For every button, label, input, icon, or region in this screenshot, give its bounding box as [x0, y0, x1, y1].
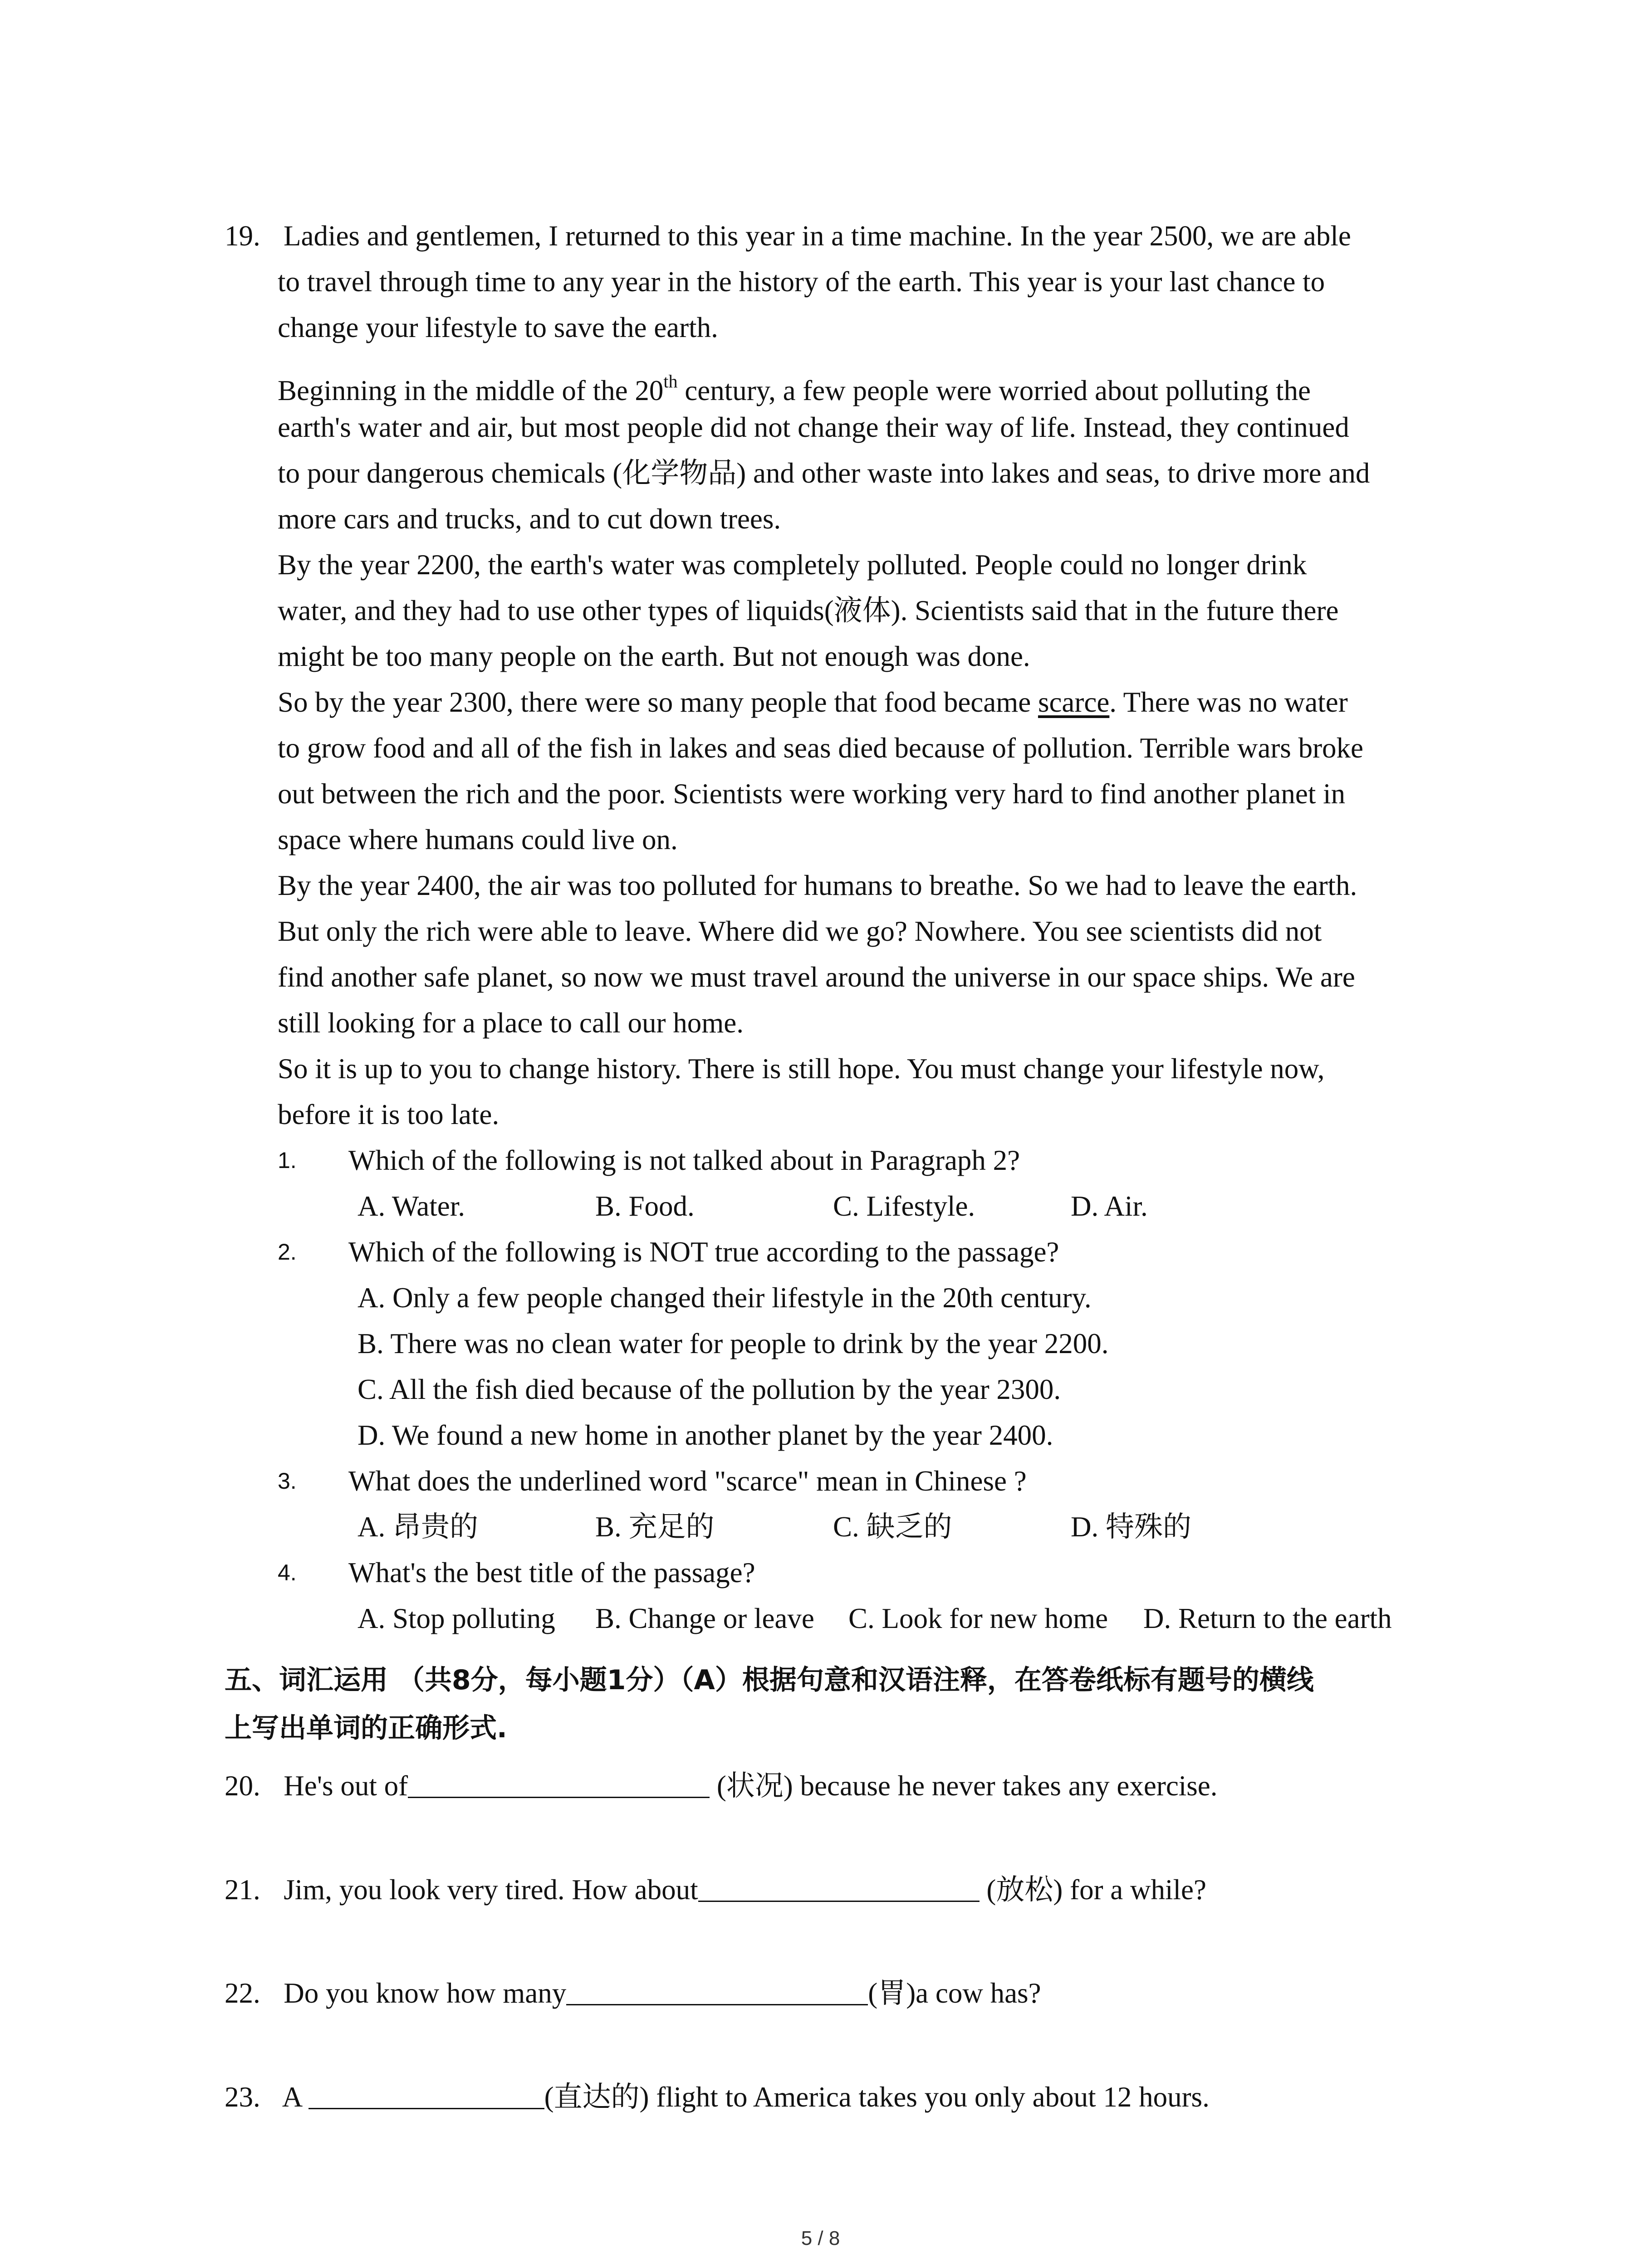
passage-line: still looking for a place to call our home.: [278, 1007, 744, 1039]
fill-question: 23. A (直达的) flight to America takes you only about 12 hours.: [225, 2081, 1210, 2113]
superscript: th: [663, 371, 678, 391]
page-number: 5 / 8: [801, 2227, 840, 2249]
fill-question: 20. He's out of (状况) because he never takes any exercise.: [225, 1770, 1218, 1802]
option-b: B. Change or leave: [595, 1603, 814, 1634]
option-a: A. Water.: [358, 1190, 465, 1222]
underlined-word: scarce: [1038, 686, 1110, 718]
option-a: A. Only a few people changed their lifestyle in the 20th century.: [358, 1282, 1092, 1314]
section-heading: 五、词汇运用 （共8分，每小题1分）（A）根据句意和汉语注释，在答卷纸标有题号的横线: [225, 1664, 1314, 1696]
option-d: D. Air.: [1071, 1190, 1148, 1222]
option-c: C. All the fish died because of the pollution by the year 2300.: [358, 1374, 1061, 1405]
answer-blank[interactable]: [698, 1874, 980, 1902]
passage-line: might be too many people on the earth. But not enough was done.: [278, 640, 1030, 672]
option-a: A. 昂贵的: [358, 1511, 478, 1543]
passage-line: to grow food and all of the fish in lakes and seas died because of pollution. Terrible wars broke: [278, 732, 1364, 764]
passage-line: By the year 2400, the air was too polluted for humans to breathe. So we had to leave the earth.: [278, 870, 1357, 901]
option-b: B. Food.: [595, 1190, 695, 1222]
passage-line: out between the rich and the poor. Scientists were working very hard to find another planet in: [278, 778, 1346, 810]
subquestion-text: Which of the following is NOT true according to the passage?: [348, 1236, 1059, 1268]
passage-line: to travel through time to any year in the history of the earth. This year is your last chance to: [278, 266, 1325, 298]
question-number: 20.: [225, 1770, 260, 1802]
option-a: A. Stop polluting: [358, 1603, 555, 1634]
passage-line: By the year 2200, the earth's water was completely polluted. People could no longer drink: [278, 549, 1307, 581]
passage-line: Beginning in the middle of the 20th century, a few people were worried about polluting the: [278, 371, 1311, 406]
subquestion-number: 2.: [278, 1239, 297, 1265]
subquestion-number: 3.: [278, 1468, 297, 1494]
option-c: C. Look for new home: [848, 1603, 1108, 1634]
question-number: 21.: [225, 1874, 260, 1906]
answer-blank[interactable]: [309, 2082, 544, 2109]
passage-line: water, and they had to use other types of liquids(液体). Scientists said that in the future there: [278, 595, 1339, 626]
option-d: D. We found a new home in another planet by the year 2400.: [358, 1419, 1053, 1451]
question-number: 22.: [225, 1977, 260, 2009]
passage-line: So by the year 2300, there were so many people that food became scarce. There was no water: [278, 686, 1348, 718]
subquestion-number: 1.: [278, 1148, 297, 1173]
fill-question: 22. Do you know how many (胃)a cow has?: [225, 1977, 1041, 2009]
passage-line: more cars and trucks, and to cut down trees.: [278, 503, 781, 535]
question-number: 19.: [225, 220, 260, 252]
option-d: D. Return to the earth: [1143, 1603, 1392, 1634]
fill-question: 21. Jim, you look very tired. How about (放松) for a while?: [225, 1874, 1206, 1906]
subquestion-text: Which of the following is not talked about in Paragraph 2?: [348, 1144, 1020, 1176]
passage-line: space where humans could live on.: [278, 824, 678, 855]
option-b: B. There was no clean water for people to drink by the year 2200.: [358, 1328, 1109, 1359]
passage-line: So it is up to you to change history. There is still hope. You must change your lifestyle now,: [278, 1053, 1325, 1085]
passage-line: earth's water and air, but most people did not change their way of life. Instead, they continued: [278, 411, 1349, 443]
option-d: D. 特殊的: [1071, 1511, 1191, 1543]
passage-line: change your lifestyle to save the earth.: [278, 312, 718, 343]
option-c: C. 缺乏的: [833, 1511, 952, 1543]
question-number: 23.: [225, 2081, 260, 2113]
section-heading: 上写出单词的正确形式.: [225, 1712, 507, 1744]
subquestion-text: What does the underlined word "scarce" mean in Chinese ?: [348, 1465, 1027, 1497]
passage-line: find another safe planet, so now we must travel around the universe in our space ships. We are: [278, 961, 1355, 993]
answer-blank[interactable]: [408, 1770, 710, 1798]
option-b: B. 充足的: [595, 1511, 715, 1543]
passage-line: Ladies and gentlemen, I returned to this year in a time machine. In the year 2500, we are able: [284, 220, 1351, 252]
passage-line: But only the rich were able to leave. Where did we go? Nowhere. You see scientists did not: [278, 915, 1322, 947]
answer-blank[interactable]: [566, 1978, 868, 2005]
subquestion-number: 4.: [278, 1560, 297, 1585]
passage-line: before it is too late.: [278, 1099, 500, 1130]
passage-line: to pour dangerous chemicals (化学物品) and other waste into lakes and seas, to drive more and: [278, 457, 1370, 489]
subquestion-text: What's the best title of the passage?: [348, 1557, 755, 1589]
option-c: C. Lifestyle.: [833, 1190, 975, 1222]
